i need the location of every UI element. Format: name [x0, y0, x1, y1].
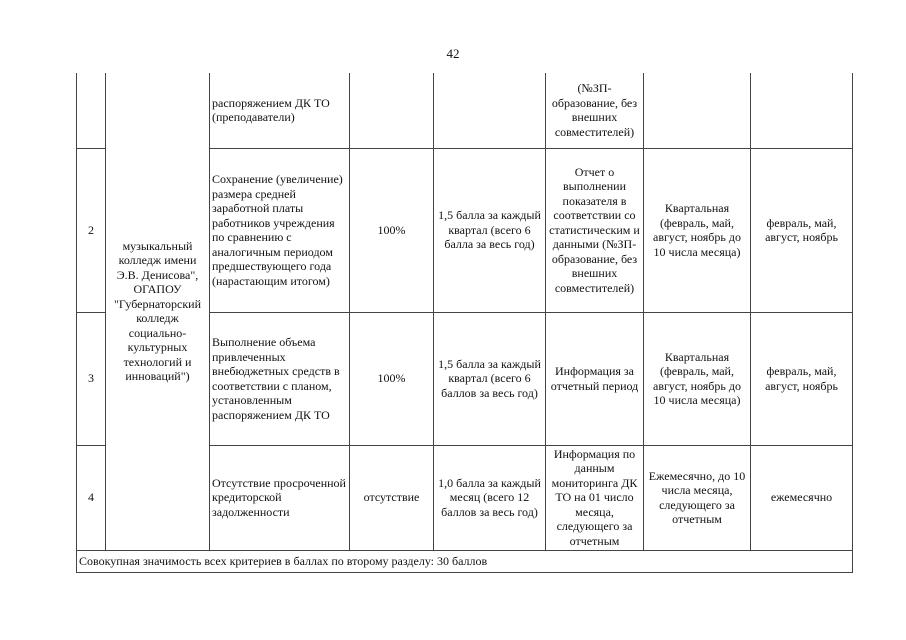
frequency-cell [644, 73, 751, 148]
row-number: 2 [77, 148, 106, 312]
points-cell: 1,0 балла за каждый месяц (всего 12 баллов за весь год) [434, 445, 546, 550]
page-number: 42 [446, 46, 460, 61]
report-cell: Информация по данным мониторинга ДК ТО на 01 число месяца, следующего за отчетным [546, 445, 644, 550]
points-cell: 1,5 балла за каждый квартал (всего 6 баллов за весь год) [434, 312, 546, 445]
months-cell: ежемесячно [751, 445, 853, 550]
points-cell [434, 73, 546, 148]
total-row: Совокупная значимость всех критериев в баллах по второму разделу: 30 баллов [77, 550, 853, 572]
frequency-cell: Ежемесячно, до 10 числа месяца, следующего за отчетным [644, 445, 751, 550]
months-cell: февраль, май, август, ноябрь [751, 312, 853, 445]
table-row [77, 73, 853, 148]
value-cell [350, 73, 434, 148]
criterion-cell: распоряжением ДК ТО (преподаватели) [210, 73, 350, 148]
criterion-cell: Отсутствие просроченной кредиторской задолженности [210, 445, 350, 550]
value-cell: 100% [350, 312, 434, 445]
organization-cell: музыкальный колледж имени Э.В. Денисова", ОГАПОУ "Губернаторский колледж социально-культурных технологий и инноваций") [106, 73, 210, 550]
row-number: 4 [77, 445, 106, 550]
months-cell [751, 73, 853, 148]
criteria-table [76, 73, 853, 573]
frequency-cell: Квартальная (февраль, май, август, ноябрь до 10 числа месяца) [644, 148, 751, 312]
row-number: 3 [77, 312, 106, 445]
criterion-cell: Выполнение объема привлеченных внебюджетных средств в соответствии с планом, установленным распоряжением ДК ТО [210, 312, 350, 445]
report-cell: Отчет о выполнении показателя в соответствии со статистическим и данными (№ЗП-образование, без внешних совместителей) [546, 148, 644, 312]
frequency-cell: Квартальная (февраль, май, август, ноябрь до 10 числа месяца) [644, 312, 751, 445]
report-cell: Информация за отчетный период [546, 312, 644, 445]
value-cell: отсутствие [350, 445, 434, 550]
table-row [77, 550, 853, 572]
points-cell: 1,5 балла за каждый квартал (всего 6 балла за весь год) [434, 148, 546, 312]
value-cell: 100% [350, 148, 434, 312]
criterion-cell: Сохранение (увеличение) размера средней заработной платы работников учреждения по сравнению с аналогичным периодом предшествующего года (нарастающим итогом) [210, 148, 350, 312]
report-cell: (№ЗП-образование, без внешних совместителей) [546, 73, 644, 148]
months-cell: февраль, май, август, ноябрь [751, 148, 853, 312]
num-cell [77, 73, 106, 148]
